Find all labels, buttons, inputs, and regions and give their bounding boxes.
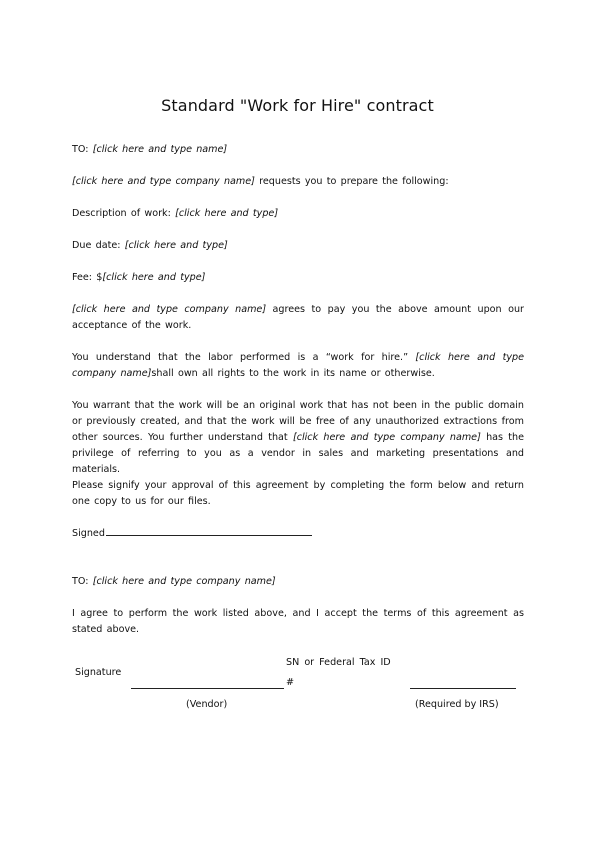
- signed-field[interactable]: [106, 527, 312, 536]
- description-line: [72, 206, 524, 222]
- company-name-field[interactable]: [click here and type company name]: [72, 304, 267, 315]
- due-date-label: Due date:: [72, 240, 121, 251]
- company-name-field[interactable]: [click here and type company name]: [72, 352, 525, 379]
- due-date-line: [72, 238, 524, 254]
- to-label: TO:: [72, 144, 89, 155]
- agree-pay-text: agrees to pay you the above amount upon our acceptance of the work.: [72, 304, 524, 331]
- due-date-field[interactable]: [click here and type]: [124, 240, 228, 251]
- warrant-text-2: has the privilege of referring to you as a vendor in sales and marketing presentations and materials.: [72, 432, 525, 475]
- hash-symbol: #: [286, 677, 295, 688]
- description-label: Description of work:: [72, 208, 171, 219]
- signed-line: [72, 526, 524, 542]
- signed-label: Signed: [72, 528, 105, 539]
- fee-line: [72, 270, 524, 286]
- labor-text-1: You understand that the labor performed is a “work for hire.”: [72, 352, 409, 363]
- labor-text-2: shall own all rights to the work in its name or otherwise.: [151, 368, 435, 379]
- perform-paragraph: I agree to perform the work listed above, and I accept the terms of this agreement as stated above.: [72, 608, 524, 635]
- signature-label: Signature: [75, 667, 122, 678]
- warrant-paragraph: [72, 398, 524, 478]
- signify-paragraph: Please signify your approval of this agreement by completing the form below and return one copy to us for our files.: [72, 480, 524, 507]
- request-line: [72, 174, 524, 190]
- irs-label: (Required by IRS): [415, 699, 499, 710]
- company-name-field[interactable]: [click here and type company name]: [72, 176, 255, 187]
- company-name-field[interactable]: [click here and type company name]: [92, 576, 276, 587]
- fee-label: Fee: $: [72, 272, 103, 283]
- description-field[interactable]: [click here and type]: [175, 208, 279, 219]
- to-label-2: TO:: [72, 576, 89, 587]
- fee-field[interactable]: [click here and type]: [102, 272, 206, 283]
- to-line: [72, 142, 524, 158]
- labor-paragraph: [72, 350, 524, 382]
- agree-pay-paragraph: [72, 302, 524, 334]
- ssn-label: SN or Federal Tax ID: [286, 657, 391, 668]
- company-name-field[interactable]: [click here and type company name]: [292, 432, 481, 443]
- request-text: requests you to prepare the following:: [259, 176, 449, 187]
- warrant-text-1: You warrant that the work will be an original work that has not been in the public domain or previously created, and that the work will be free of any unauthorized extractions from other sources. You further understand that: [72, 400, 524, 443]
- vendor-label: (Vendor): [186, 699, 228, 710]
- to-company-line: [72, 574, 524, 590]
- recipient-name-field[interactable]: [click here and type name]: [92, 144, 228, 155]
- document-title: Standard "Work for Hire" contract: [161, 96, 434, 115]
- vendor-signature-line[interactable]: [131, 688, 284, 689]
- tax-id-line[interactable]: [410, 688, 516, 689]
